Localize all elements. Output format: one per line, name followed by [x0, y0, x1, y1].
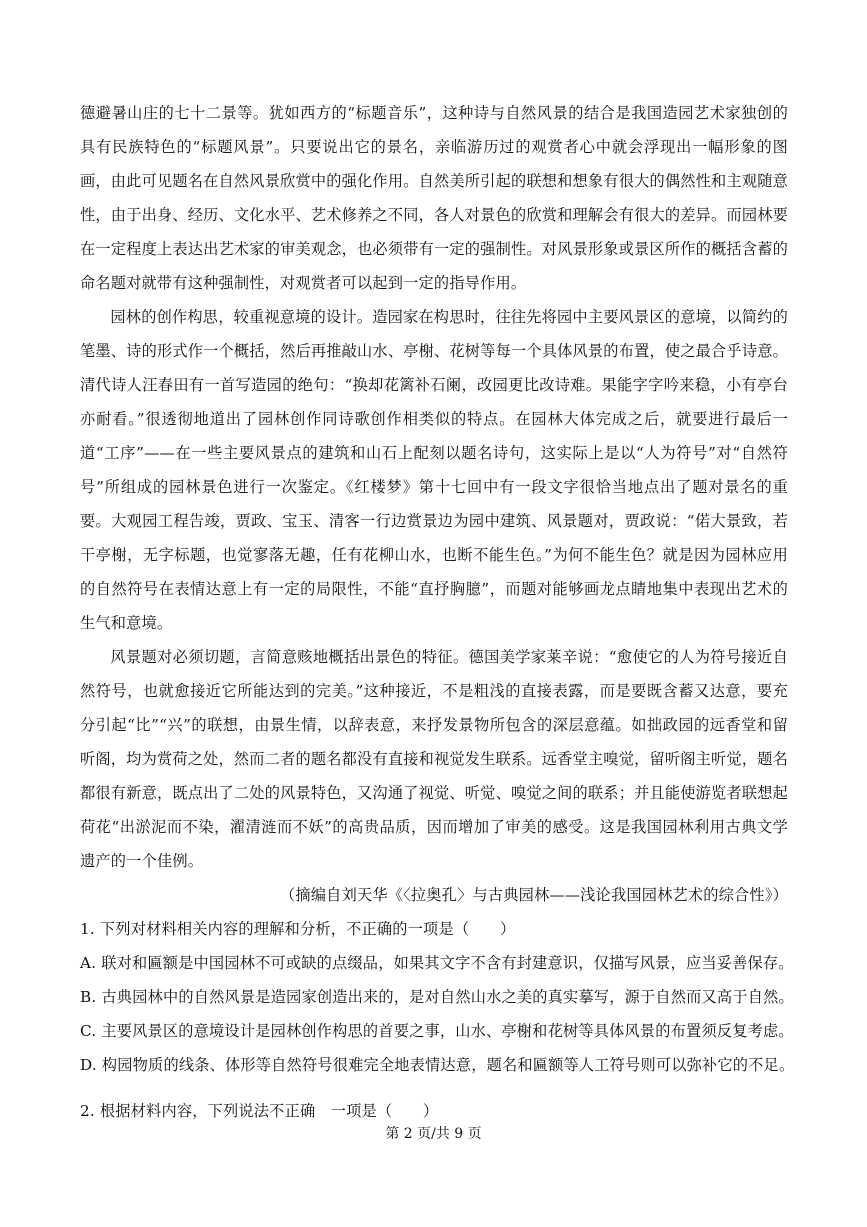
- document-body: [80, 96, 795, 1128]
- question-1-option-d: D. 构园物质的线条、体形等自然符号很难完全地表情达意，题名和匾额等人工符号则可以弥补它的不足。: [80, 1056, 795, 1074]
- question-1-option-b: B. 古典园林中的自然风景是造园家创造出来的，是对自然山水之美的真实摹写，源于自然而又高于自然。: [80, 988, 794, 1006]
- passage-paragraph-2: 园林的创作构思，较重视意境的设计。造园家在构思时，往往先将园中主要风景区的意境，以简约的笔墨、诗的形式作一个概括，然后再推敲山水、亭榭、花树等每一个具体风景的布置，使之最合乎诗意。清代诗人汪春田有一首写造园的绝句：“换却花篱补石阑，改园更比改诗难。果能字字吟来稳，小有亭台亦耐看。”很透彻地道出了园林创作同诗歌创作相类似的特点。在园林大体完成之后，就要进行最后一道“工序”——在一些主要风景点的建筑和山石上配刻以题名诗句，这实际上是以“人为符号”对“自然符号”所组成的园林景色进行一次鉴定。《红楼梦》第十七回中有一段文字很恰当地点出了题对景名的重要。大观园工程告竣，贾政、宝玉、清客一行边赏景边为园中建筑、风景题对，贾政说：“偌大景致，若干亭榭，无字标题，也觉寥落无趣，任有花柳山水，也断不能生色。”为何不能生色？就是因为园林应用的自然符号在表情达意上有一定的局限性，不能“直抒胸臆”，而题对能够画龙点睛地集中表现出艺术的生气和意境。: [80, 308, 788, 632]
- question-2-stem: 2. 根据材料内容，下列说法不正确 一项是（ ）: [80, 1102, 439, 1120]
- question-1-option-a: A. 联对和匾额是中国园林不可或缺的点缀品，如果其文字不含有封建意识，仅描写风景，应当妥善保存。: [80, 954, 794, 972]
- passage-source: （摘编自刘天华《〈拉奥孔〉与古典园林——浅论我国园林艺术的综合性》）: [280, 886, 788, 904]
- passage-paragraph-1: 德避暑山庄的七十二景等。犹如西方的“标题音乐”，这种诗与自然风景的结合是我国造园艺术家独创的具有民族特色的“标题风景”。只要说出它的景名，亲临游历过的观赏者心中就会浮现出一幅形象的图画，由此可见题名在自然风景欣赏中的强化作用。自然美所引起的联想和想象有很大的偶然性和主观随意性，由于出身、经历、文化水平、艺术修养之不同，各人对景色的欣赏和理解会有很大的差异。而园林要在一定程度上表达出艺术家的审美观念，也必须带有一定的强制性。对风景形象或景区所作的概括含蓄的命名题对就带有这种强制性，对观赏者可以起到一定的指导作用。: [80, 104, 788, 292]
- question-1-option-c: C. 主要风景区的意境设计是园林创作构思的首要之事，山水、亭榭和花树等具体风景的布置须反复考虑。: [80, 1022, 794, 1040]
- passage-paragraph-3: 风景题对必须切题，言简意赅地概括出景色的特征。德国美学家莱辛说：“愈使它的人为符号接近自然符号，也就愈接近它所能达到的完美。”这种接近，不是粗浅的直接表露，而是要既含蓄又达意，要充分引起“比”“兴”的联想，由景生情，以辞表意，来抒发景物所包含的深层意蕴。如拙政园的远香堂和留听阁，均为赏荷之处，然而二者的题名都没有直接和视觉发生联系。远香堂主嗅觉，留听阁主听觉，题名都很有新意，既点出了二处的风景特色，又沟通了视觉、听觉、嗅觉之间的联系；并且能使游览者联想起荷花“出淤泥而不染，濯清涟而不妖”的高贵品质，因而增加了审美的感受。这是我国园林利用古典文学遗产的一个佳例。: [80, 648, 788, 870]
- question-1-stem: 1. 下列对材料相关内容的理解和分析，不正确的一项是（ ）: [80, 920, 516, 938]
- page-footer: 第 2 页/共 9 页: [385, 1126, 482, 1142]
